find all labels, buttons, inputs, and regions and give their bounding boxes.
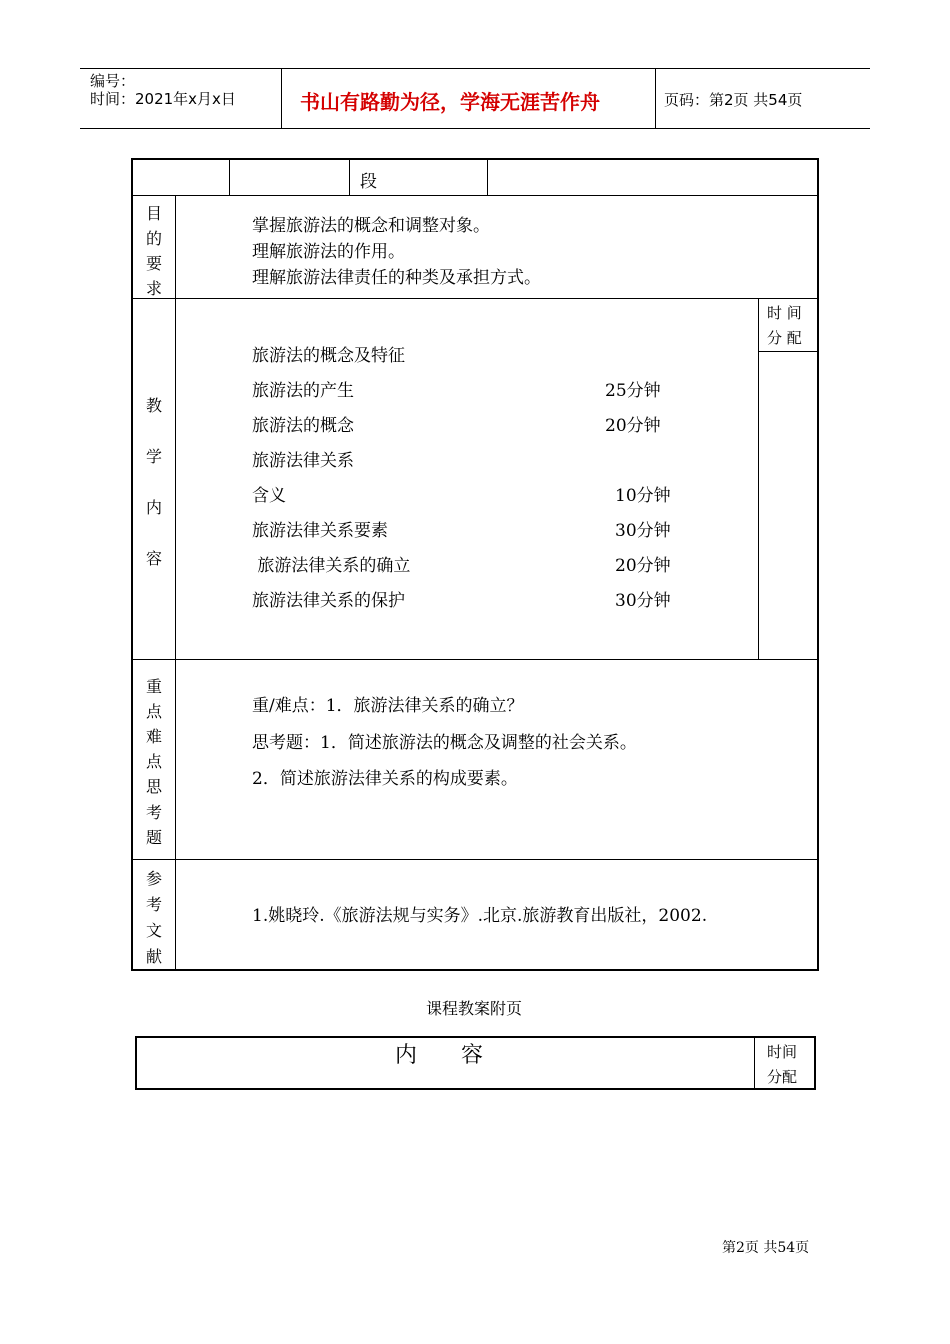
- content-item-time: 20分钟: [615, 556, 671, 576]
- keypoints-label-char: 思: [145, 777, 162, 796]
- appendix-content-header: 内 容: [395, 1043, 484, 1068]
- keypoints-line: 2．简述旅游法律关系的构成要素。: [252, 769, 518, 789]
- label-column-divider: [175, 195, 176, 970]
- content-item-time: 20分钟: [605, 416, 661, 436]
- top-row-cell: 段: [360, 172, 377, 192]
- header-page-info: 页码：第2页 共54页: [664, 91, 803, 109]
- keypoints-label-char: 点: [145, 752, 162, 771]
- row-divider: [132, 195, 818, 196]
- keypoints-label-char: 难: [145, 727, 162, 746]
- content-label-char: 容: [145, 549, 162, 568]
- doc-date: 时间：2021年x月x日: [90, 90, 236, 108]
- header-top-rule: [80, 68, 870, 69]
- content-label-char: 学: [145, 447, 162, 466]
- content-item-time: 10分钟: [615, 486, 671, 506]
- content-item-title: 旅游法律关系: [252, 451, 354, 471]
- time-header-divider: [758, 351, 818, 352]
- references-label-char: 考: [145, 895, 162, 914]
- appendix-column-divider: [754, 1037, 755, 1089]
- references-label-char: 献: [145, 947, 162, 966]
- content-item-title: 含义: [252, 486, 286, 506]
- row-divider: [132, 859, 818, 860]
- appendix-title: 课程教案附页: [426, 999, 523, 1018]
- time-column-divider: [758, 298, 759, 659]
- content-item-time: 25分钟: [605, 381, 661, 401]
- reference-entry: 1.姚晓玲.《旅游法规与实务》.北京.旅游教育出版社，2002.: [252, 906, 708, 926]
- header-bottom-rule: [80, 128, 870, 129]
- content-item-title: 旅游法律关系要素: [252, 521, 388, 541]
- row-divider: [132, 298, 818, 299]
- appendix-time-header-line: 分配: [767, 1068, 798, 1086]
- header-divider: [281, 68, 282, 129]
- appendix-time-header-line: 时间: [767, 1043, 798, 1061]
- content-item-title: 旅游法的概念: [252, 416, 354, 436]
- cell-divider: [229, 159, 230, 195]
- objective-line: 理解旅游法的作用。: [252, 242, 405, 262]
- row-divider: [132, 659, 818, 660]
- objective-label-char: 求: [145, 279, 162, 298]
- keypoints-label-char: 考: [145, 803, 162, 822]
- objective-line: 掌握旅游法的概念和调整对象。: [252, 216, 490, 236]
- content-item-title: 旅游法的产生: [252, 381, 354, 401]
- header-motto: 书山有路勤为径，学海无涯苦作舟: [300, 90, 600, 114]
- keypoints-label-char: 题: [145, 828, 162, 847]
- footer-page-number: 第2页 共54页: [722, 1240, 810, 1256]
- content-item-time: 30分钟: [615, 591, 671, 611]
- time-header-line: 分 配: [767, 329, 802, 347]
- content-item-time: 30分钟: [615, 521, 671, 541]
- objective-label-char: 的: [145, 229, 162, 248]
- content-item-title: 旅游法的概念及特征: [252, 346, 405, 366]
- objective-line: 理解旅游法律责任的种类及承担方式。: [252, 268, 541, 288]
- cell-divider: [487, 159, 488, 195]
- time-header-line: 时 间: [767, 304, 802, 322]
- content-item-title: 旅游法律关系的确立: [252, 556, 411, 576]
- content-item-title: 旅游法律关系的保护: [252, 591, 405, 611]
- doc-number-label: 编号：: [90, 72, 136, 90]
- references-label-char: 文: [145, 921, 162, 940]
- objective-label-char: 要: [145, 254, 162, 273]
- cell-divider: [349, 159, 350, 195]
- keypoints-label-char: 点: [145, 702, 162, 721]
- content-label-char: 教: [145, 396, 162, 415]
- references-label-char: 参: [145, 869, 162, 888]
- keypoints-line: 重/难点：1．旅游法律关系的确立？: [252, 696, 524, 716]
- header-divider: [655, 68, 656, 129]
- keypoints-label-char: 重: [145, 677, 162, 696]
- content-label-char: 内: [145, 498, 162, 517]
- keypoints-line: 思考题：1．简述旅游法的概念及调整的社会关系。: [252, 733, 637, 753]
- objective-label-char: 目: [145, 204, 162, 223]
